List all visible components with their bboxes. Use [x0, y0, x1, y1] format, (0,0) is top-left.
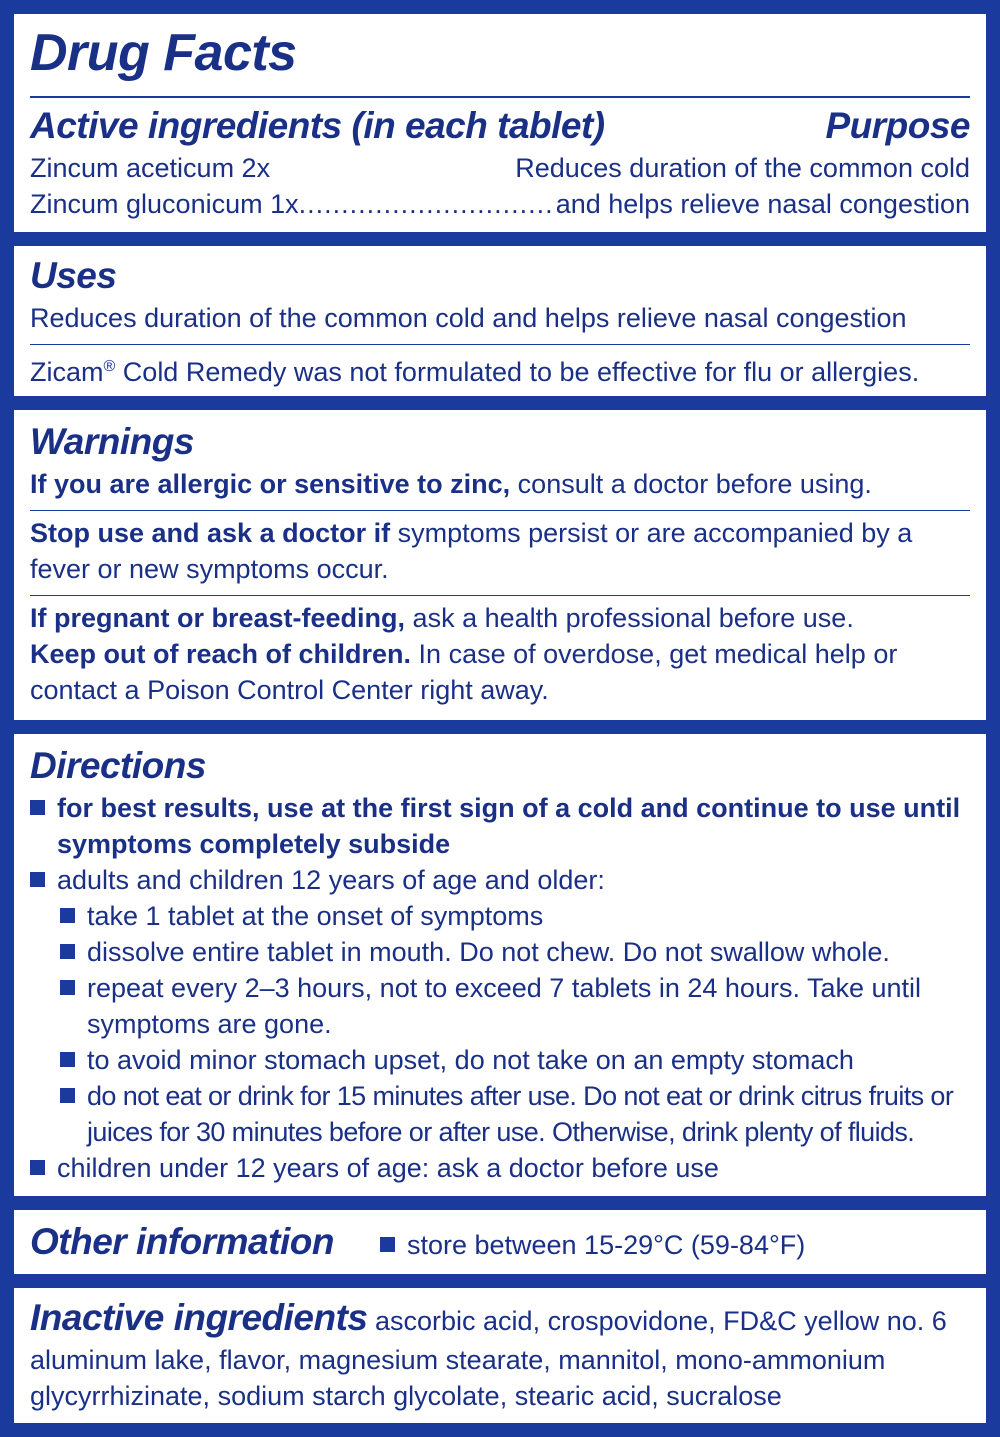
- bullet-icon: [60, 980, 75, 995]
- direction-item: for best results, use at the first sign of a cold and continue to use until: [30, 790, 970, 826]
- direction-item: adults and children 12 years of age and older:: [30, 862, 970, 898]
- bullet-icon: [30, 872, 45, 887]
- uses-panel: [14, 246, 986, 396]
- warnings-panel: [14, 410, 986, 720]
- directions-heading: Directions: [30, 745, 206, 786]
- warning-stop-use: Stop use and ask a doctor if symptoms persist or are accompanied by a: [30, 518, 913, 548]
- bullet-icon: [60, 944, 75, 959]
- sub-direction-item: do not eat or drink for 15 minutes after use. Do not eat or drink citrus fruits or: [30, 1078, 970, 1114]
- inactive-line-3: glycyrrhizinate, sodium starch glycolate, stearic acid, sucralose: [30, 1381, 782, 1411]
- inactive-ingredients-panel: [14, 1288, 986, 1423]
- sub-direction-item-cont: juices for 30 minutes before or after use. Otherwise, drink plenty of fluids.: [87, 1117, 915, 1147]
- warning-children-cont: contact a Poison Control Center right away.: [30, 675, 549, 705]
- purpose-1: Reduces duration of the common cold: [515, 153, 970, 183]
- leader-dots: [299, 186, 556, 222]
- sub-direction-item: to avoid minor stomach upset, do not take on an empty stomach: [30, 1042, 970, 1078]
- sub-direction-item: dissolve entire tablet in mouth. Do not chew. Do not swallow whole.: [30, 934, 970, 970]
- inactive-line-1: Inactive ingredients ascorbic acid, crospovidone, FD&C yellow no. 6: [30, 1297, 947, 1338]
- other-information-heading: Other information: [30, 1221, 334, 1262]
- other-information-item: store between 15-29°C (59-84°F): [380, 1215, 805, 1269]
- bullet-icon: [60, 1088, 75, 1103]
- bullet-icon: [380, 1237, 395, 1252]
- inactive-line-2: aluminum lake, flavor, magnesium stearate, mannitol, mono-ammonium: [30, 1345, 886, 1375]
- brand-name: Zicam: [30, 357, 104, 387]
- ingredient-1: Zincum aceticum 2x: [30, 153, 271, 183]
- warning-stop-use-cont: fever or new symptoms occur.: [30, 554, 389, 584]
- uses-heading: Uses: [30, 255, 117, 296]
- direction-item-cont: symptoms completely subside: [57, 829, 451, 859]
- sub-direction-item: take 1 tablet at the onset of symptoms: [30, 898, 970, 934]
- active-ingredients-heading: Active ingredients (in each tablet): [30, 105, 605, 146]
- warnings-heading: Warnings: [30, 421, 194, 462]
- warning-pregnant: If pregnant or breast-feeding, ask a health professional before use.: [30, 603, 854, 633]
- bullet-icon: [60, 1052, 75, 1067]
- sub-direction-item: repeat every 2–3 hours, not to exceed 7 tablets in 24 hours. Take until: [30, 970, 970, 1006]
- warning-allergy: If you are allergic or sensitive to zinc, consult a doctor before using.: [30, 469, 872, 499]
- registered-mark: ®: [103, 358, 116, 375]
- uses-line-2: Zicam® Cold Remedy was not formulated to be effective for flu or allergies.: [30, 357, 920, 387]
- bullet-icon: [60, 908, 75, 923]
- directions-panel: [14, 734, 986, 1196]
- purpose-2: and helps relieve nasal congestion: [555, 189, 970, 219]
- ingredient-2: Zincum gluconicum 1x: [30, 189, 299, 219]
- inactive-ingredients-heading: Inactive ingredients: [30, 1297, 368, 1338]
- uses-line-1: Reduces duration of the common cold and helps relieve nasal congestion: [30, 303, 907, 333]
- divider: [30, 96, 970, 98]
- bullet-icon: [30, 800, 45, 815]
- other-information-panel: [14, 1210, 986, 1274]
- sub-direction-item-cont: symptoms are gone.: [87, 1009, 332, 1039]
- bullet-icon: [30, 1160, 45, 1175]
- direction-item: children under 12 years of age: ask a doctor before use: [30, 1150, 970, 1186]
- active-ingredients-panel: [14, 14, 986, 232]
- warning-children: Keep out of reach of children. In case of overdose, get medical help or: [30, 639, 898, 669]
- purpose-heading: Purpose: [825, 105, 970, 146]
- page-title: Drug Facts: [30, 24, 297, 82]
